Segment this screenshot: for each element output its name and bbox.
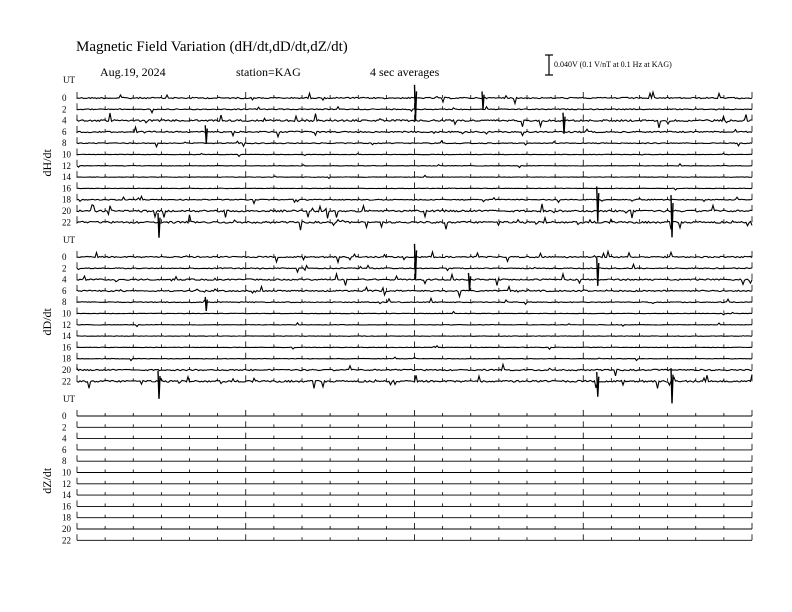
trace-row	[77, 188, 752, 190]
row-tick-label: 16	[62, 342, 71, 353]
row-tick-label: 0	[62, 411, 67, 421]
row-tick-label: 20	[62, 365, 71, 375]
row-tick-label: 0	[62, 252, 67, 262]
row-tick-label: 6	[62, 126, 67, 137]
row-tick-label: 4	[62, 433, 67, 444]
row-tick-label: 0	[62, 93, 67, 103]
date-label: Aug.19, 2024	[100, 65, 166, 79]
row-tick-label: 16	[62, 501, 71, 512]
row-tick-label: 18	[62, 353, 71, 364]
row-tick-label: 12	[62, 478, 71, 489]
spike	[563, 113, 565, 134]
row-tick-label: 14	[62, 331, 71, 342]
row-tick-label: 10	[62, 149, 71, 160]
row-tick-label: 4	[62, 115, 67, 126]
spike	[482, 91, 484, 109]
panel-ylabel: dH/dt	[40, 149, 54, 177]
spike	[415, 85, 417, 120]
row-tick-label: 2	[62, 263, 67, 274]
row-tick-label: 6	[62, 285, 67, 296]
spike	[205, 125, 207, 143]
spike	[158, 213, 160, 238]
spike	[671, 195, 673, 237]
row-tick-label: 10	[62, 467, 71, 478]
chart-title: Magnetic Field Variation (dH/dt,dD/dt,dZ/dt)	[76, 39, 348, 55]
row-tick-label: 14	[62, 172, 71, 183]
station-label: station=KAG	[236, 65, 301, 79]
row-tick-label: 20	[62, 524, 71, 534]
spike	[597, 258, 599, 286]
spike	[158, 371, 160, 399]
row-tick-label: 16	[62, 183, 71, 194]
row-tick-label: 8	[62, 138, 67, 149]
scale-label: 0.040V (0.1 V/nT at 0.1 Hz at KAG)	[554, 60, 672, 69]
row-tick-label: 10	[62, 308, 71, 319]
spike	[205, 297, 207, 311]
ut-axis-label: UT	[63, 75, 75, 85]
row-tick-label: 8	[62, 297, 67, 308]
ut-axis-label: UT	[63, 394, 75, 404]
row-tick-label: 12	[62, 319, 71, 330]
row-tick-label: 2	[62, 104, 67, 115]
row-tick-label: 6	[62, 444, 67, 455]
row-tick-label: 2	[62, 422, 67, 433]
row-tick-label: 12	[62, 160, 71, 171]
spike	[597, 372, 599, 397]
spike	[469, 273, 471, 291]
row-tick-label: 14	[62, 490, 71, 501]
panel-ylabel: dD/dt	[40, 308, 54, 336]
trace-row	[77, 336, 752, 337]
row-tick-label: 18	[62, 512, 71, 523]
row-tick-label: 22	[62, 535, 71, 546]
trace-row	[77, 357, 752, 360]
averaging-label: 4 sec averages	[370, 65, 440, 79]
row-tick-label: 20	[62, 206, 71, 216]
spike	[597, 187, 599, 222]
spike	[415, 244, 417, 279]
spike	[671, 368, 673, 403]
row-tick-label: 4	[62, 274, 67, 285]
row-tick-label: 18	[62, 194, 71, 205]
ut-axis-label: UT	[63, 235, 75, 245]
row-tick-label: 22	[62, 217, 71, 228]
panel-ylabel: dZ/dt	[40, 467, 54, 494]
row-tick-label: 22	[62, 376, 71, 387]
row-tick-label: 8	[62, 456, 67, 467]
